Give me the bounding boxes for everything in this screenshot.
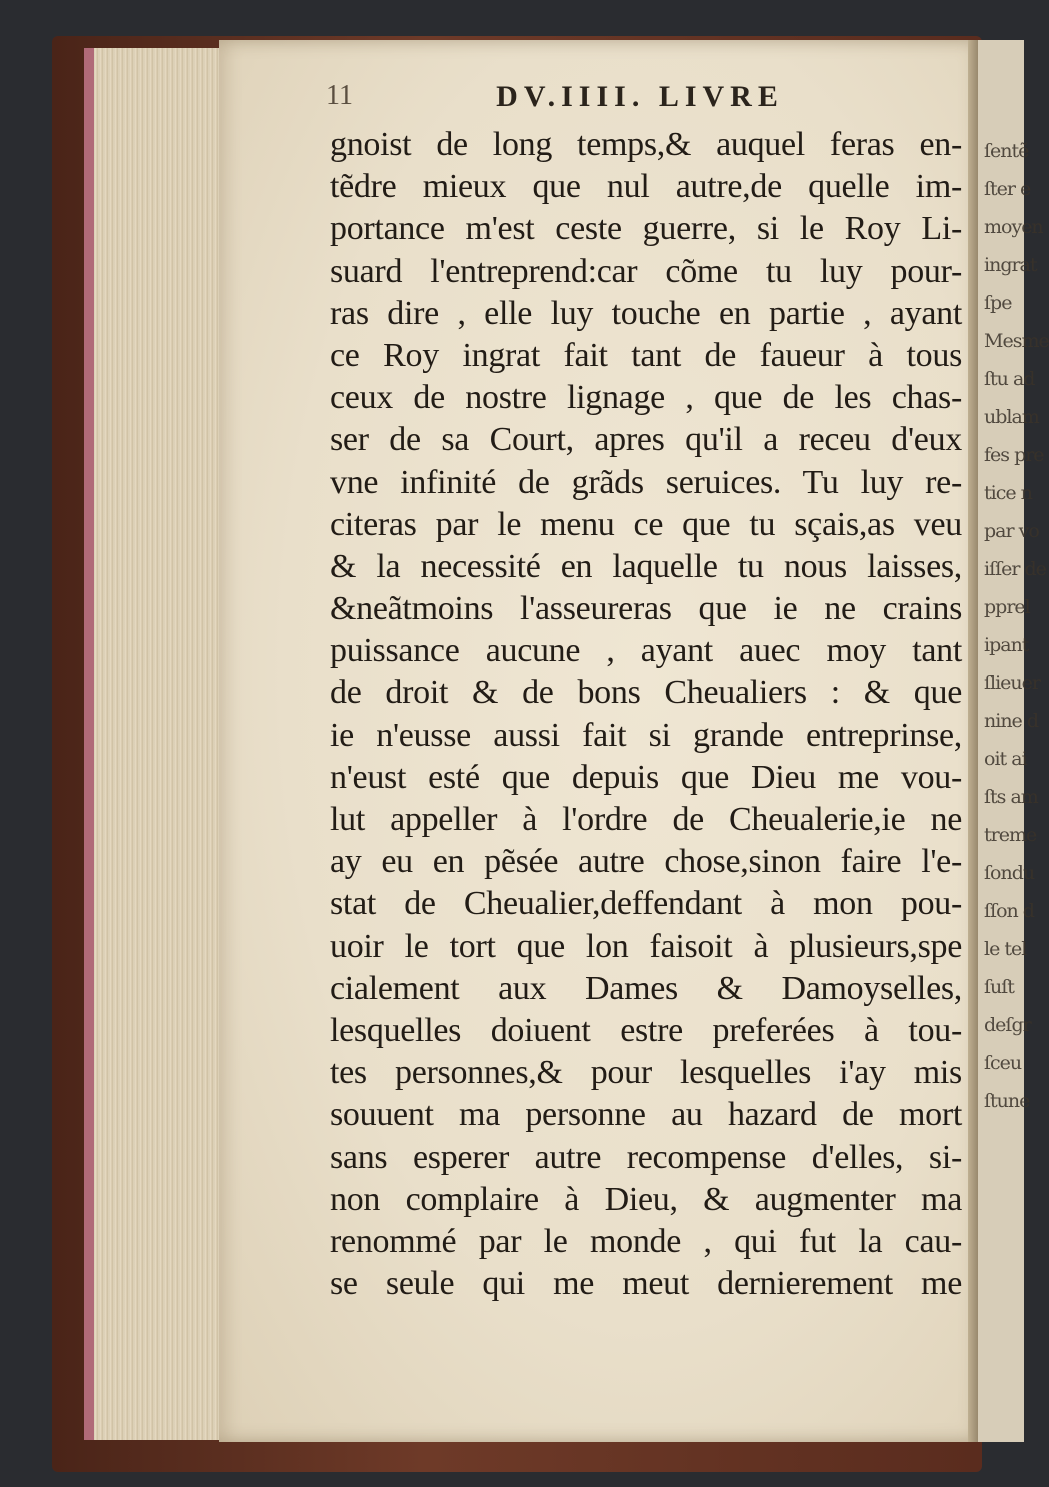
facing-fragment: oit ai <box>984 748 1027 770</box>
facing-fragment: nine d <box>984 710 1038 732</box>
text-line: tes personnes,& pour lesquelles i'ay mis <box>330 1054 962 1092</box>
facing-fragment: ſter e <box>984 178 1031 200</box>
text-line: de droit & de bons Cheualiers : & que <box>330 674 962 712</box>
text-line: ay eu en pẽsée autre chose,sinon faire l'e- <box>330 843 962 881</box>
facing-fragment: par vo <box>984 520 1039 542</box>
facing-fragment: ingrat <box>984 254 1037 276</box>
text-line: gnoist de long temps,& auquel feras en- <box>330 126 962 163</box>
facing-fragment: fes pre <box>984 444 1044 466</box>
text-line: citeras par le menu ce que tu sçais,as veu <box>330 505 962 543</box>
facing-fragment: ſtune <box>984 1090 1030 1112</box>
facing-fragment: ſſon d <box>984 900 1034 922</box>
text-line: portance m'est ceste guerre, si le Roy Li- <box>330 210 962 248</box>
page-edges <box>84 48 219 1440</box>
facing-fragment: ſtu ad <box>984 368 1035 390</box>
facing-fragment: pprel <box>984 596 1030 618</box>
text-line: ras dire , elle luy touche en partie , ayant <box>330 294 962 332</box>
text-line: ie n'eusse aussi fait si grande entreprinse, <box>330 716 962 754</box>
facing-fragment: ſpe <box>984 292 1012 314</box>
text-line: souuent ma personne au hazard de mort <box>330 1096 962 1134</box>
text-line: sans esperer autre recompense d'elles, si- <box>330 1138 962 1176</box>
facing-fragment: iſſer de <box>984 558 1046 580</box>
running-head: DV.IIII. LIVRE <box>496 80 784 113</box>
facing-fragment: Mesme <box>984 330 1049 352</box>
facing-fragment: ublam <box>984 406 1039 428</box>
folio-number: 11 <box>326 80 353 111</box>
text-line: lut appeller à l'ordre de Cheualerie,ie ne <box>330 801 962 838</box>
facing-fragment: ſlieuer <box>984 672 1040 694</box>
text-line: tẽdre mieux que nul autre,de quelle im- <box>330 168 962 206</box>
facing-fragment: ipant <box>984 634 1029 656</box>
text-line: suard l'entreprend:car cõme tu luy pour- <box>330 252 962 290</box>
facing-fragment: deſgr <box>984 1014 1031 1036</box>
facing-page-edge <box>978 40 1049 1442</box>
text-line: ceux de nostre lignage , que de les chas- <box>330 379 962 417</box>
text-line: ce Roy ingrat fait tant de faueur à tous <box>330 336 962 374</box>
text-line: stat de Cheualier,deffendant à mon pou- <box>330 885 962 923</box>
text-block <box>330 124 962 1305</box>
facing-fragment: treme <box>984 824 1037 846</box>
facing-fragment: ſentẽ <box>984 140 1029 162</box>
text-line: uoir le tort que lon faisoit à plusieurs,spe <box>330 927 962 965</box>
text-line: ser de sa Court, apres qu'il a receu d'eux <box>330 421 962 459</box>
text-line: cialement aux Dames & Damoyselles, <box>330 969 962 1007</box>
text-line: n'eust esté que depuis que Dieu me vou- <box>330 758 962 796</box>
text-line: lesquelles doiuent estre preferées à tou- <box>330 1011 962 1049</box>
text-line: &neãtmoins l'asseureras que ie ne crains <box>330 590 962 628</box>
facing-fragment: ſceu <box>984 1052 1022 1074</box>
facing-fragment: tice n <box>984 482 1032 504</box>
facing-fragment: moyen <box>984 216 1043 238</box>
facing-fragment: le tel <box>984 938 1027 960</box>
text-line: puissance aucune , ayant auec moy tant <box>330 632 962 670</box>
text-line: renommé par le monde , qui fut la cau- <box>330 1222 962 1260</box>
text-line: & la necessité en laquelle tu nous laisses, <box>330 547 962 585</box>
facing-fragment: ſondu <box>984 862 1035 884</box>
text-line: se seule qui me meut dernierement me <box>330 1265 962 1303</box>
text-line: non complaire à Dieu, & augmenter ma <box>330 1180 962 1218</box>
facing-fragment: ſuſt <box>984 976 1014 998</box>
text-line: vne infinité de grãds seruices. Tu luy re- <box>330 463 962 501</box>
facing-fragment: ſts am <box>984 786 1038 808</box>
